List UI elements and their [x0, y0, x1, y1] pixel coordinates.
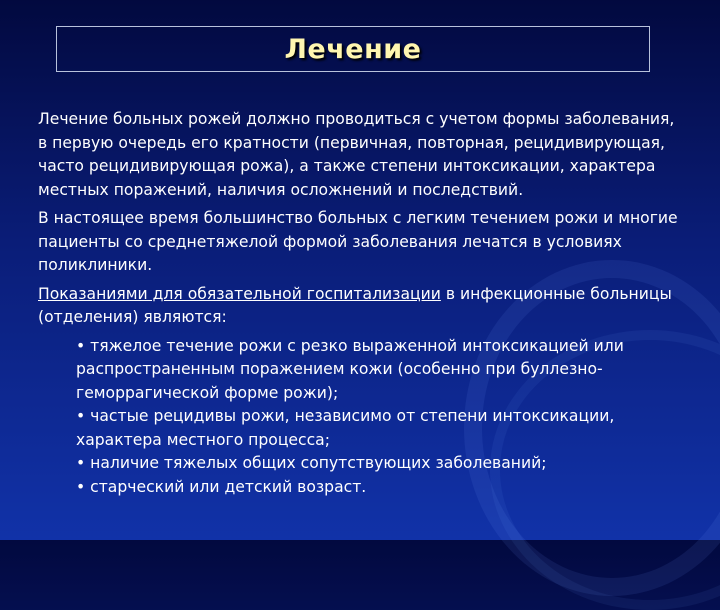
hospitalization-text: в инфекционные больницы (отделения) являются: [38, 284, 672, 326]
slide-title: Лечение [284, 33, 422, 65]
paragraph-hospitalization [38, 283, 683, 330]
indications-list [76, 335, 683, 500]
list-item: • тяжелое течение рожи с резко выраженной интоксикацией или распространенным поражением кожи (особенно при буллезно-геморрагической форме рожи); [76, 336, 624, 402]
list-item: • старческий или детский возраст. [76, 477, 367, 496]
list-item: • наличие тяжелых общих сопутствующих заболеваний; [76, 454, 547, 472]
slide-content [38, 108, 683, 499]
list-item: • частые рецидивы рожи, независимо от степени интоксикации, характера местного процесса; [76, 407, 615, 449]
hospitalization-indications-link[interactable]: Показаниями для обязательной госпитализации [38, 284, 441, 303]
paragraph-treatment-principles: Лечение больных рожей должно проводиться с учетом формы заболевания, в первую очередь его кратности (первичная, повторная, рецидивирующая, часто рецидивирующая рожа), а также степени интоксикации, характера местных поражений, наличия осложнений и последствий. [38, 110, 675, 199]
title-frame [56, 26, 650, 72]
paragraph-outpatient: В настоящее время большинство больных с легким течением рожи и многие пациенты со среднетяжелой формой заболевания лечатся в условиях поликлиники. [38, 209, 678, 274]
